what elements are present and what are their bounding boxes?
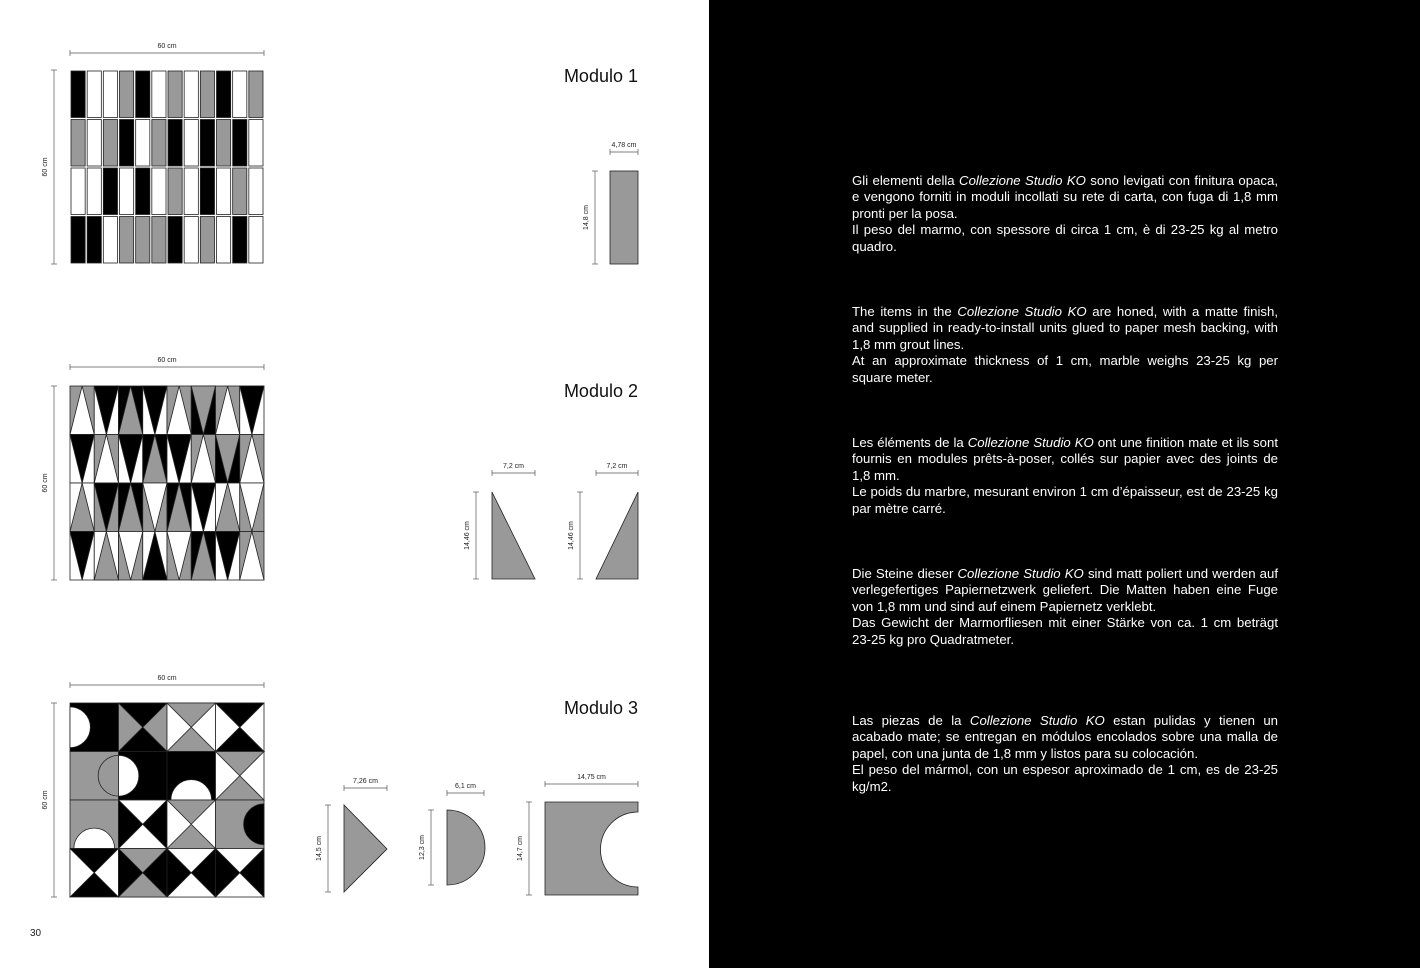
text-italian-para2: Il peso del marmo, con spessore di circa 1 cm, è di 23-25 kg al metro quadro. [852, 222, 1278, 254]
module-1-tile [233, 71, 247, 118]
module-1-tile [184, 217, 198, 264]
module-2-piece-1-width-dimension-label: 7,2 cm [502, 463, 525, 470]
module-1-tile [168, 120, 182, 167]
module-3-height-dimension-label: 60 cm [42, 790, 49, 810]
module-3-piece-2-height-dimension-label: 12,3 cm [419, 835, 426, 860]
text-english-para1 [852, 304, 1278, 353]
module-1-tile [152, 217, 166, 264]
module-1-tile [200, 71, 214, 118]
text-english-brand: Collezione Studio KO [957, 304, 1087, 319]
module-2-piece-2-width-dimension-label: 7,2 cm [606, 463, 628, 470]
text-french-para2: Le poids du marbre, mesurant environ 1 cm d’épaisseur, est de 23-25 kg par mètre carré. [852, 484, 1278, 516]
text-german-before: Die Steine dieser [852, 566, 958, 581]
module-3-piece-3-width-dimension-label: 14,75 cm [577, 774, 606, 781]
module-1-tile [87, 71, 101, 118]
module-3-piece-2-width-dimension-label: 6,1 cm [454, 783, 477, 790]
module-1-title: Modulo 1 [563, 66, 638, 86]
module-1-tile [217, 168, 231, 215]
module-1-tile [168, 217, 182, 264]
module-1-tile [87, 120, 101, 167]
module-1-tile [168, 168, 182, 215]
module-1-tile [120, 168, 134, 215]
module-1-tile [152, 71, 166, 118]
module-1-tile [136, 217, 150, 264]
module-1-tile [71, 120, 85, 167]
module-1-tile [120, 217, 134, 264]
text-spanish-brand: Collezione Studio KO [969, 713, 1105, 728]
module-1-tile [168, 71, 182, 118]
text-german-brand: Collezione Studio KO [957, 566, 1084, 581]
left-page [0, 0, 709, 968]
text-italian-before: Gli elementi della [852, 173, 960, 188]
text-german-after: sind matt poliert und werden auf verlegefertiges Papiernetzwerk geliefert. Die Matten haben eine Fuge von 1,8 mm und sind auf einem Papiernetz verklebt. [852, 566, 1278, 614]
module-1-height-dimension-label: 60 cm [42, 157, 49, 177]
text-french-after: ont une finition mate et ils sont fournis en modules prêts-à-poser, collés sur papier avec des joints de 1,8 mm. [852, 435, 1278, 483]
text-english-before: The items in the [852, 304, 958, 319]
module-2-piece-2 [596, 492, 638, 579]
text-italian-after: sono levigati con finitura opaca, e vengono forniti in moduli incollati su rete di carta, con fuga di 1,8 mm pronti per la posa. [852, 173, 1278, 221]
text-spanish-para2: El peso del mármol, con un espesor aproximado de 1 cm, es de 23-25 kg/m2. [852, 762, 1278, 794]
module-1-tile [200, 168, 214, 215]
module-3-piece-2 [447, 810, 485, 885]
module-1-piece-width-dimension-label: 4,78 cm [611, 142, 637, 149]
module-1-tile [233, 168, 247, 215]
module-1-piece-height-dimension-label: 14,8 cm [583, 205, 590, 230]
module-2-title: Modulo 2 [563, 381, 638, 401]
text-german-para1 [852, 566, 1278, 615]
module-1-tile [120, 71, 134, 118]
module-2-height-dimension-label: 60 cm [42, 473, 49, 493]
module-3-piece-3-height-dimension-label: 14,7 cm [517, 836, 524, 861]
module-1-tile [200, 217, 214, 264]
module-1-tile [233, 120, 247, 167]
module-3-piece-1-width-dimension-label: 7,26 cm [353, 778, 378, 785]
text-german [852, 566, 1278, 648]
text-italian-brand: Collezione Studio KO [959, 173, 1086, 188]
module-1-tile [103, 71, 117, 118]
module-1-piece [610, 171, 638, 264]
module-1-tile [87, 217, 101, 264]
module-1-tile [249, 71, 263, 118]
module-1-tile [184, 120, 198, 167]
text-english [852, 304, 1278, 386]
module-1-tile [249, 168, 263, 215]
text-french-brand: Collezione Studio KO [967, 435, 1094, 450]
module-1-tile [71, 168, 85, 215]
module-1-tile [71, 217, 85, 264]
module-1-tile [217, 217, 231, 264]
text-spanish-before: Las piezas de la [852, 713, 970, 728]
text-english-after: are honed, with a matte finish, and supplied in ready-to-install units glued to paper mesh backing, with 1,8 mm grout lines. [852, 304, 1278, 352]
right-page [709, 0, 1420, 968]
module-1-tile [136, 71, 150, 118]
text-italian-para1 [852, 173, 1278, 222]
module-1-tile [120, 120, 134, 167]
module-1-tile [233, 217, 247, 264]
module-2-piece-1-height-dimension-label: 14,46 cm [464, 521, 471, 550]
text-french-before: Les éléments de la [852, 435, 968, 450]
text-french [852, 435, 1278, 517]
module-3-piece-3 [545, 802, 638, 895]
module-3-title: Modulo 3 [563, 698, 638, 718]
text-spanish-after: estan pulidas y tienen un acabado mate; se entregan en módulos encolados sobre una malla de papel, con una junta de 1,8 mm y listos para su colocación. [852, 713, 1278, 761]
module-1-tile [71, 71, 85, 118]
text-german-para2: Das Gewicht der Marmorfliesen mit einer Stärke von ca. 1 cm beträgt 23-25 kg pro Quadratmeter. [852, 615, 1278, 647]
module-2-piece-1 [492, 492, 535, 579]
module-1-tile [136, 168, 150, 215]
module-1-tile [152, 120, 166, 167]
module-1-tile [217, 120, 231, 167]
text-spanish [852, 713, 1278, 795]
module-1-tile [184, 168, 198, 215]
page-number: 30 [30, 928, 42, 939]
module-3-piece-1-height-dimension-label: 14,5 cm [316, 836, 323, 861]
module-1-tile [87, 168, 101, 215]
module-1-tile [184, 71, 198, 118]
module-3-width-dimension-label: 60 cm [157, 675, 177, 682]
module-1-tile [249, 217, 263, 264]
module-2-piece-2-height-dimension-label: 14,46 cm [568, 521, 575, 550]
module-1-tile [200, 120, 214, 167]
text-english-para2: At an approximate thickness of 1 cm, marble weighs 23-25 kg per square meter. [852, 353, 1278, 385]
module-1-tile [103, 168, 117, 215]
text-french-para1 [852, 435, 1278, 484]
text-italian [852, 173, 1278, 255]
text-spanish-para1 [852, 713, 1278, 762]
module-3-piece-1 [344, 805, 387, 892]
module-1-width-dimension-label: 60 cm [157, 43, 177, 50]
module-1-tile [136, 120, 150, 167]
module-1-tile [103, 120, 117, 167]
module-1-tile [152, 168, 166, 215]
module-2-width-dimension-label: 60 cm [157, 357, 177, 364]
technical-drawings [0, 0, 709, 968]
module-1-tile [103, 217, 117, 264]
module-1-tile [217, 71, 231, 118]
module-1-tile [249, 120, 263, 167]
